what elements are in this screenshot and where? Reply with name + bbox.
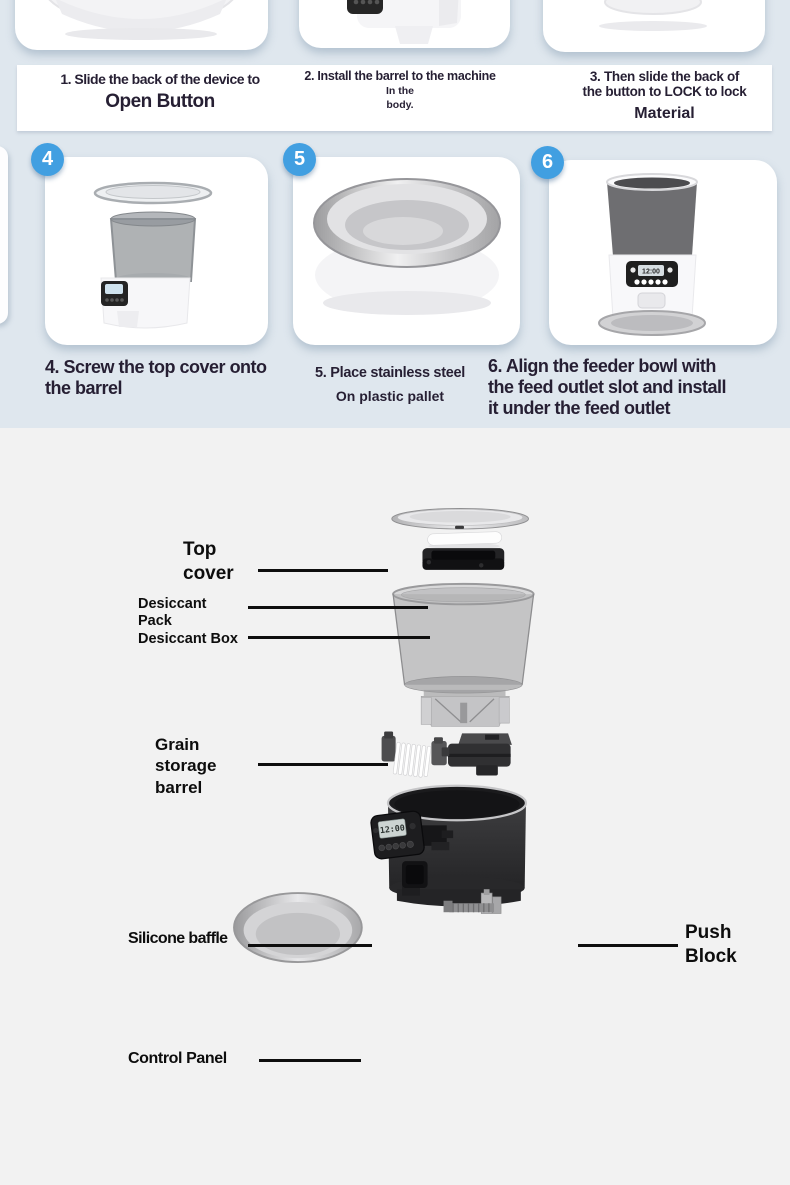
grain-storage-barrel-label: Grain storage barrel	[155, 735, 217, 797]
step-3-caption	[547, 69, 782, 123]
step-2-card	[299, 0, 510, 48]
desiccant-pack-leader-line	[248, 606, 428, 609]
step-5-badge	[283, 143, 316, 176]
step-1-product-image	[15, 0, 268, 50]
silicone-baffle-part	[382, 731, 447, 777]
step-5-card	[293, 157, 520, 345]
desiccant-box-part	[422, 548, 504, 570]
step-3-caption-line1: 3. Then slide the back of	[589, 69, 740, 84]
step-6-caption	[488, 356, 783, 420]
step-4-card	[45, 157, 268, 345]
step-5-caption-line1: 5. Place stainless steel	[315, 365, 465, 381]
top-cover-part	[392, 508, 529, 528]
step-4-number: 4	[41, 148, 54, 170]
left-edge-card-fragment	[0, 146, 8, 324]
step-4-caption-line2: the barrel	[45, 378, 123, 399]
exploded-parts-diagram	[0, 428, 790, 1185]
step-4-product-image	[45, 157, 268, 345]
step-6-number: 6	[541, 151, 554, 173]
step-5-product-image	[293, 157, 520, 345]
step-6-caption-line1: 6. Align the feeder bowl with	[488, 356, 716, 376]
step-2-caption-line1: 2. Install the barrel to the machine	[304, 69, 496, 83]
control-panel-part	[370, 810, 425, 859]
control-panel-label: Control Panel	[128, 1050, 227, 1067]
push-block-label: Push Block	[685, 922, 737, 967]
step6-display-time: 12:00	[642, 268, 660, 276]
exploded-parts-artwork	[0, 428, 790, 1185]
feeding-bowl-part	[234, 893, 362, 962]
step-4-caption-line1: 4. Screw the top cover onto	[45, 357, 267, 377]
step-1-card	[15, 0, 268, 50]
step-5-caption	[300, 365, 480, 404]
step-4-caption	[45, 357, 285, 399]
step-5-number: 5	[293, 148, 306, 170]
step-6-caption-line2: the feed outlet slot and install	[488, 377, 727, 398]
step-2-caption-line2: In the	[386, 85, 414, 97]
step-3-caption-line3: Material	[634, 105, 695, 122]
step-2-caption	[285, 69, 515, 111]
step-6-product-image	[549, 160, 777, 345]
step-1-caption-line2: Open Button	[105, 91, 215, 112]
control-panel-display-time: 12:00	[379, 822, 406, 836]
desiccant-pack-part	[427, 531, 501, 549]
step-3-product-image	[543, 0, 765, 52]
top-cover-leader-line	[258, 569, 388, 572]
silicone-baffle-label: Silicone baffle	[128, 930, 228, 947]
step-5-caption-line2: On plastic pallet	[335, 388, 445, 404]
step-3-caption-line2: the button to LOCK to lock	[582, 84, 747, 99]
control-panel-leader-line	[259, 1059, 361, 1062]
step-6-card	[549, 160, 777, 345]
step-2-product-image	[299, 0, 510, 48]
step-6-caption-line3: it under the feed outlet	[488, 398, 671, 419]
grain-barrel-leader-line	[258, 763, 388, 766]
step-1-caption	[35, 71, 285, 113]
step-1-caption-line1: 1. Slide the back of the device to	[60, 71, 260, 87]
desiccant-box-leader-line	[248, 636, 430, 639]
push-block-part	[442, 733, 512, 775]
step-6-badge	[531, 146, 564, 179]
step-2-caption-line3: body.	[386, 99, 414, 111]
top-cover-label: Top cover	[183, 539, 234, 584]
step-3-card	[543, 0, 765, 52]
desiccant-pack-label: Desiccant Pack	[138, 596, 207, 630]
row1-caption-band	[17, 65, 772, 131]
step-4-badge	[31, 143, 64, 176]
desiccant-box-label: Desiccant Box	[138, 631, 238, 647]
push-block-leader-line	[578, 944, 678, 947]
silicone-baffle-leader-line	[248, 944, 372, 947]
